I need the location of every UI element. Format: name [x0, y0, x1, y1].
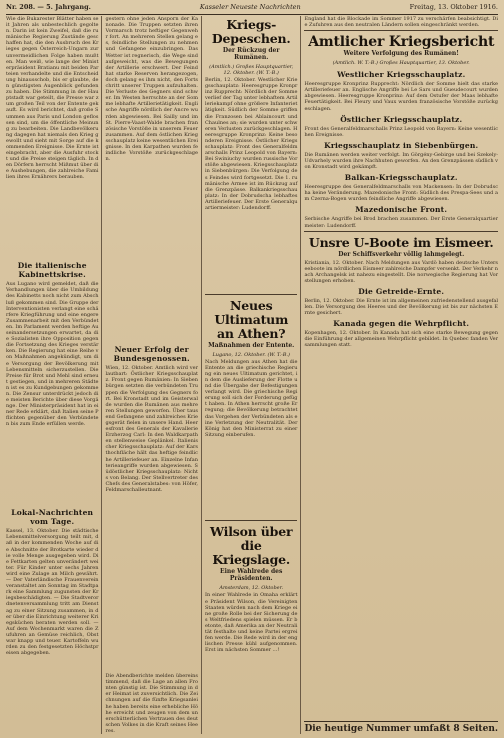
headline-wilson: Wilson über die Kriegslage.: [210, 524, 293, 568]
columns: [6, 16, 498, 734]
article-text: Serbische Angriffe bei Brod brachen zusammen. Der Erste Generalquartiermeister: Ludendorff.: [304, 216, 498, 229]
subheadline: Maßnahmen der Entente.: [208, 341, 295, 349]
divider: [304, 30, 498, 31]
headline-amtlicher-kriegsbericht: Amtlicher Kriegsbericht: [308, 34, 495, 51]
article-text: Die Rumänen werden weiter verfolgt. Im Görgény-Gebirge und bei Szekely-Udvarhely wurden ihre Nachhuten geworfen. An den Grenzpässen südlich von Kronstadt wird gekämpft.: [304, 151, 498, 171]
issue-number: Nr. 208. — 5. Jahrgang.: [6, 3, 91, 11]
section-heading: Lokal-Nachrichten vom Tage.: [11, 508, 94, 527]
column-4: [304, 16, 498, 734]
headline-u-boote: Unsre U-Boote im Eismeer.: [308, 234, 494, 250]
section-heading: Balkan-Kriegsschauplatz.: [344, 173, 458, 183]
article-text: Wie die Bukarester Blätter haben seit Jahren als unbestechlich gegolten. Darin ist kein Zweifel, daß die rumänische Regierung Zustände geschaffen hat, die den Ausbruch des Krieges gegen Österreich-Ungarn zur unvermeidlichen Folge haben mußten. Man weiß, wie lange der Ministerpräsident Bratianu mit beiden Parteien verhandelte und die Entscheidung hinausschob, bis er glaubte, den günstigsten Augenblick gefunden zu haben. Die Stimmung in der Hauptstadt war geteilt, die Presse war zum großen Teil von der Entente gekauft. Es wird berichtet, daß große Summen aus Paris und London geflossen sind, um die öffentliche Meinung zu bearbeiten. Die Landbevölkerung dagegen hat niemals den Krieg gewollt und sieht mit Sorge auf die kommenden Ereignisse. Die Ernte ist eingebracht, aber die Ausfuhr stockt und die Preise steigen täglich. In den Dörfern herrscht Mißmut über die Aushebungen, die zahlreiche Familien ihres Ernährers berauben.: [6, 16, 99, 181]
divider: [304, 231, 498, 232]
dateline: (Amtlich. W. T.-B.) Großes Hauptquartier, 13. Oktober.: [332, 60, 470, 67]
column-2: [105, 16, 201, 734]
section-heading: Östlicher Kriegsschauplatz.: [340, 114, 463, 124]
article-text: Heeresgruppe Kronprinz Rupprecht: Nördlich der Somme hielt das starke Artilleriefeuer an. Englische Angriffe bei Le Sars und Gueudecourt wurden abgewiesen. Heeresgruppe Kronprinz: Auf dem Ostufer der Maas lebhafte Feuertätigkeit. Bei Fleury und Vaux wurden französische Vorstöße zurückgeschlagen.: [304, 81, 498, 112]
issue-date: Freitag, 13. Oktober 1916.: [409, 3, 498, 11]
section-heading: Neuer Erfolg der Bundesgenossen.: [113, 345, 190, 364]
masthead: [6, 3, 498, 15]
article-text: Aus Lugano wird gemeldet, daß die Verhandlungen über die Umbildung des Kabinetts noch nicht zum Abschluß gekommen sind. Die Gruppe der Interventionisten verlangt eine schärfere Kriegführung und eine engere Zusammenarbeit mit den Verbündeten. Im Parlament werden heftige Auseinandersetzungen erwartet, da die Sozialisten ihre Opposition gegen die Fortsetzung des Krieges verstärken. Die Regierung hat eine Reihe von Maßnahmen angekündigt, um die Versorgung der Bevölkerung mit Lebensmitteln sicherzustellen. Die Preise für Brot und Mehl sind erneut gestiegen, und in mehreren Städten ist es zu Kundgebungen gekommen. Die Zensur unterdrückt jedoch die meisten Berichte über diese Vorgänge. Der Ministerpräsident hat in einer Rede erklärt, daß Italien seine Pflichten gegenüber den Verbündeten bis zum Ende erfüllen werde.: [6, 281, 99, 428]
headline-kriegs-depeschen: Kriegs-Depeschen.: [211, 17, 291, 46]
article-text: Front des Generalfeldmarschalls Prinz Leopold von Bayern: Keine wesentlichen Ereignisse.: [304, 125, 498, 138]
newspaper-title: Kasseler Neueste Nachrichten: [199, 3, 301, 11]
column-3: [205, 16, 301, 734]
article-text: Berlin, 12. Oktober. Die Ernte ist im allgemeinen zufriedenstellend ausgefallen. Die Versorgung des Heeres und der Bevölkerung ist bis zur nächsten Ernte gesichert.: [304, 297, 498, 317]
article-text: Nach Meldungen aus Athen hat die Entente an die griechische Regierung ein neues Ultimatum gerichtet, in dem die Auslieferung der Flotte und die Übergabe der Befestigungen verlangt wird. Die griechische Regierung soll sich der Forderung gefügt haben. In Athen herrscht große Erregung; die Bevölkerung betrachtet das Vorgehen der Verbündeten als eine Verletzung der Neutralität. Der König hat den Ministerrat zu einer Sitzung einberufen.: [204, 358, 298, 438]
article-text: Wien, 12. Oktober. Amtlich wird verlautbart: Östlicher Kriegsschauplatz. Front gegen Rumänien: In Siebenbürgen setzten die verbündeten Truppen die Verfolgung des Gegners fort. Bei Kronstadt und im Geisterwalde wurden die Rumänen aus mehreren Stellungen geworfen. Über tausend Gefangene und zahlreiches Kriegsgerät fielen in unsere Hand. Heeresfront des Generals der Kavallerie Erzherzog Carl: In den Waldkarpathen stellenweise Geplänkel. Italienischer Kriegsschauplatz: Auf der Karsthochfläche hält das heftige feindliche Artilleriefeuer an. Einzelne Infanterieangriffe wurden abgewiesen. Südöstlicher Kriegsschauplatz: Nichts von Belang. Der Stellvertreter des Chefs des Generalstabes: von Höfer, Feldmarschalleutnant.: [105, 365, 198, 494]
subheadline: Weitere Verfolgung des Rumänen!: [343, 50, 459, 58]
headline-ultimatum-athen: Neues Ultimatum an Athen?: [214, 297, 289, 341]
subheadline: Der Rückzug der Rumänen.: [222, 47, 280, 61]
article-text: Kassel, 13. Oktober. Die städtische Lebensmittelversorgung teilt mit, daß in der kommenden Woche auf die Abschnitte der Brotkarte wieder die volle Menge ausgegeben wird. Die Fettkarten gelten unverändert weiter. Für Kinder unter sechs Jahren wird eine Zulage an Milch gewährt. — Der Vaterländische Frauenverein veranstaltet am Sonntag im Stadtpark eine Sammlung zugunsten der Kriegsbeschädigten. — Die Stadtverordnetenversammlung tritt am Dienstag zu einer Sitzung zusammen, in der über die Einrichtung weiterer Kriegsküchen beraten werden soll. — Auf dem Wochenmarkt waren die Zufuhren an Gemüse reichlich, Obst war knapp und teuer. Kartoffeln wurden zu den festgesetzten Höchstpreisen abgegeben.: [6, 528, 99, 657]
dateline: Amsterdam, 12. Oktober.: [219, 585, 284, 592]
column-1: [6, 16, 102, 734]
divider: [205, 294, 297, 295]
section-heading: Kriegsschauplatz in Siebenbürgen.: [324, 140, 479, 150]
article-text: England hat die Blockade im Sommer 1917 zu verschärfen beabsichtigt. Die Zufuhren aus den neutralen Ländern sollen eingeschränkt werden.: [304, 16, 498, 29]
article-text: Berlin, 12. Oktober. Westlicher Kriegsschauplatz: Heeresgruppe Kronprinz Rupprecht: Nördlich der Somme verlief der Tag unter lebhaftem Artilleriekampf ohne größere Infanterietätigkeit. Südlich der Somme griffen die Franzosen bei Ablaincourt und Chaulnes an; sie wurden unter schweren Verlusten zurückgeschlagen. Heeresgruppe Kronprinz: Keine besonderen Ereignisse. Östlicher Kriegsschauplatz: Front des Generalfeldmarschalls Prinz Leopold von Bayern: Bei Swiniuchy wurden russische Vorstöße abgewiesen. Kriegsschauplatz in Siebenbürgen: Die Verfolgung des Feindes wird fortgesetzt. Die 1. rumänische Armee ist im Rückzug auf die Grenzpässe. Balkankriegsschauplatz: In der Dobrudscha lebhaftes Artilleriefeuer. Der Erste Generalquartiermeister: Ludendorff.: [204, 77, 298, 211]
divider: [205, 520, 297, 521]
section-heading: Die Getreide-Ernte.: [358, 286, 445, 296]
page-count-notice: Die heutige Nummer umfaßt 8 Seiten.: [304, 721, 498, 734]
article-text: Heeresgruppe des Generalfeldmarschalls von Mackensen: In der Dobrudscha keine Veränderung. Mazedonische Front: Südlich des Prespa-Sees und am Czerna-Bogen wurden feindliche Angriffe abgewiesen.: [304, 184, 498, 203]
subheadline: Eine Wahlrede des Präsidenten.: [220, 568, 283, 583]
article-text: Kopenhagen, 12. Oktober. In Kanada hat sich eine starke Bewegung gegen die Einführung der allgemeinen Wehrpflicht gebildet. In Quebec fanden Versammlungen statt.: [304, 330, 498, 349]
article-text: Die Abendberichte melden übereinstimmend, daß die Lage an allen Fronten günstig ist. Die Stimmung in der Heimat ist zuversichtlich. Die Zeichnungen auf die fünfte Kriegsanleihe haben bereits eine erhebliche Höhe erreicht und zeugen von dem unerschütterlichen Vertrauen des deutschen Volkes in die Kraft seines Heeres.: [105, 673, 198, 734]
section-heading: Kanada gegen die Wehrpflicht.: [333, 319, 470, 329]
article-text: In einer Wahlrede in Omaha erklärte Präsident Wilson, die Vereinigten Staaten würden nach dem Kriege eine große Rolle bei der Sicherung des Weltfriedens spielen müssen. Er betonte, daß Amerika an der Neutralität festhalte und keine Partei ergreifen werde. Die Rede wird in der englischen Presse kühl aufgenommen. Erst im nächsten Sommer ...!: [204, 592, 298, 654]
section-heading: Westlicher Kriegsschauplatz.: [337, 70, 466, 80]
article-text: Kristiania, 12. Oktober. Nach Meldungen aus Vardö haben deutsche Unterseeboote im nördlichen Eismeer zahlreiche Dampfer versenkt. Der Verkehr nach Archangelsk ist nahezu eingestellt. Die norwegische Regierung hat Vorstellungen erhoben.: [304, 259, 499, 284]
dateline: (Amtlich.) Großes Hauptquartier, 12. Oktober. (W. T.-B.): [209, 64, 294, 76]
section-heading: Mazedonische Front.: [355, 205, 448, 215]
subheadline: Der Schiffsverkehr völlig lahmgelegt.: [338, 250, 465, 258]
dateline: Lugano, 12. Oktober. (W. T.-B.): [212, 351, 290, 358]
section-heading: Die italienische Kabinettskrise.: [17, 261, 87, 280]
article-text: gestern ohne jeden Ansporn der Kanonade. Die Truppen setzten ihren Vormarsch trotz heftiger Gegenwehr fort. An mehreren Stellen gelang es, feindliche Stellungen zu nehmen und Gefangene einzubringen. Das Wetter ist regnerisch, die Wege sind aufgeweicht, was die Bewegungen der Artillerie erschwert. Der Feind hat starke Reserven herangezogen, doch gelang es ihm nicht, den Fortschritt unserer Truppen aufzuhalten. Die Verluste des Gegners sind schwer. Im Westen herrschte an der Somme lebhafte Artillerietätigkeit. Englische Angriffe nördlich der Ancre wurden abgewiesen. Bei Sailly und im St. Pierre-Vaast-Walde brachen französische Vorstöße in unserem Feuer zusammen. Auf dem östlichen Kriegsschauplatz keine wesentlichen Ereignisse. In den Karpathen wurden feindliche Vorstöße zurückgeschlagen.: [105, 16, 198, 163]
